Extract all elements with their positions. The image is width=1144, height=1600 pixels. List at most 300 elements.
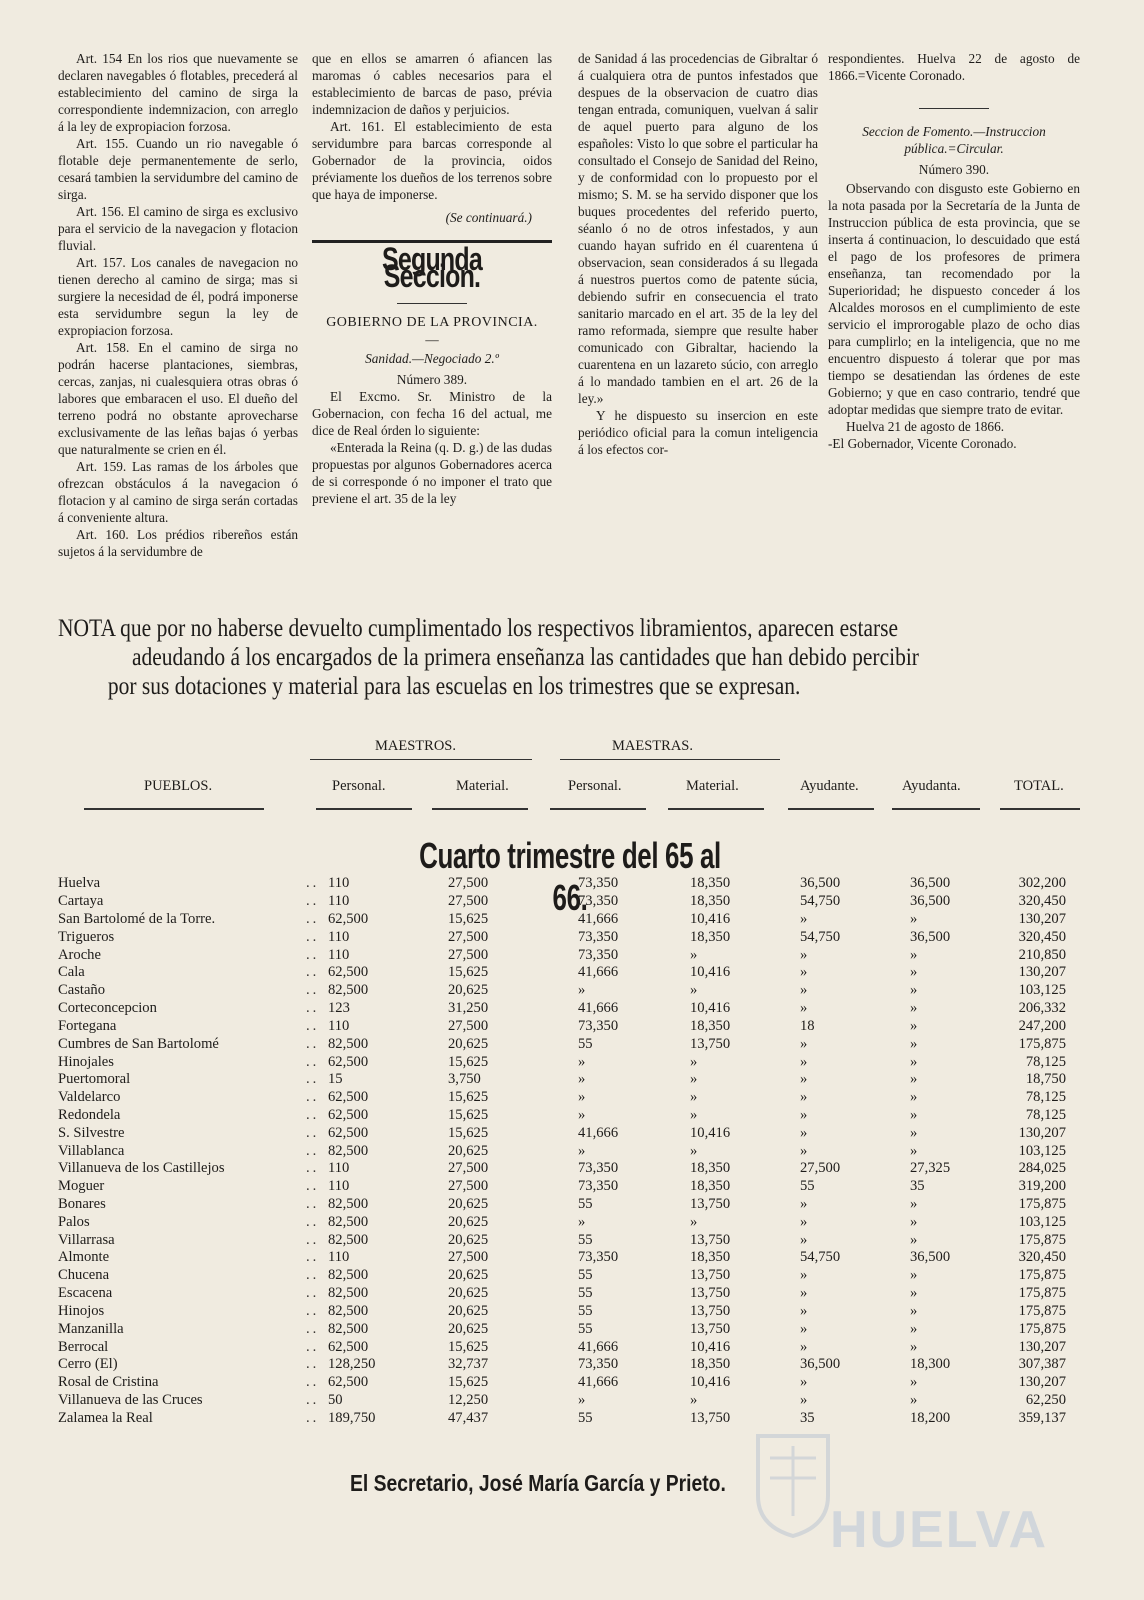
leader-dots: .. bbox=[306, 1338, 320, 1355]
total: 175,875 bbox=[1018, 1231, 1066, 1248]
maestras-personal: » bbox=[578, 1106, 586, 1123]
ayudante: » bbox=[800, 1000, 808, 1017]
total: 210,850 bbox=[1018, 946, 1066, 963]
table-row-almonte bbox=[58, 1249, 1066, 1267]
pueblo-name: Hinojales bbox=[58, 1053, 114, 1070]
maestros-personal: 82,500 bbox=[328, 1231, 369, 1248]
total: 175,875 bbox=[1018, 1196, 1066, 1213]
maestras-personal: 73,350 bbox=[578, 928, 619, 945]
maestras-material: 10,416 bbox=[690, 911, 731, 928]
fomento-heading: Seccion de Fomento.—Instruccion pública.=Circular. bbox=[862, 124, 1046, 156]
total: 130,207 bbox=[1018, 1374, 1066, 1391]
maestras-material: 13,750 bbox=[690, 1035, 731, 1052]
pueblo-name: Cerro (El) bbox=[58, 1356, 118, 1373]
maestras-material: 18,350 bbox=[690, 893, 731, 910]
table-row-puertomoral bbox=[58, 1071, 1066, 1089]
leader-dots: .. bbox=[306, 1231, 320, 1248]
maestros-material: 27,500 bbox=[448, 1160, 489, 1177]
total: 206,332 bbox=[1018, 1000, 1066, 1017]
maestros-material: 20,625 bbox=[448, 1231, 489, 1248]
ayudante: » bbox=[800, 1213, 808, 1230]
ayudante: 35 bbox=[800, 1409, 815, 1426]
total: 78,125 bbox=[1025, 1053, 1066, 1070]
total: 103,125 bbox=[1018, 982, 1066, 999]
header-rule-4 bbox=[668, 808, 764, 810]
table-row-corteconcepcion bbox=[58, 1000, 1066, 1018]
table-row-redondela bbox=[58, 1107, 1066, 1125]
section-title: Segunda Seccion. bbox=[382, 241, 482, 294]
maestros-material: 27,500 bbox=[448, 893, 489, 910]
pueblo-name: Cala bbox=[58, 964, 85, 981]
pueblo-name: San Bartolomé de la Torre. bbox=[58, 911, 216, 928]
leader-dots: .. bbox=[306, 928, 320, 945]
ayudanta: » bbox=[910, 1302, 918, 1319]
table-row-cartaya bbox=[58, 893, 1066, 911]
maestros-material: 12,250 bbox=[448, 1391, 489, 1408]
article-157: Art. 157. Los canales de navegacion no tienen derecho al camino de sirga; mas si surgiere la necesidad de él, podrá imponerse esta servidumbre segun la ley de expropiacion forzosa. bbox=[58, 255, 298, 338]
maestros-personal: 110 bbox=[328, 1160, 350, 1177]
ayudanta: » bbox=[910, 911, 918, 928]
ayudante: » bbox=[800, 1320, 808, 1337]
maestros-personal: 82,500 bbox=[328, 1035, 369, 1052]
column-4 bbox=[828, 50, 1080, 452]
ayudanta: » bbox=[910, 1000, 918, 1017]
maestras-personal: 55 bbox=[578, 1285, 593, 1302]
ayudanta: 36,500 bbox=[910, 928, 951, 945]
maestras-material: 10,416 bbox=[690, 1374, 731, 1391]
maestros-personal: 110 bbox=[328, 1017, 350, 1034]
leader-dots: .. bbox=[306, 1089, 320, 1106]
maestros-personal: 62,500 bbox=[328, 964, 369, 981]
leader-dots: .. bbox=[306, 1178, 320, 1195]
total: 18,750 bbox=[1025, 1071, 1066, 1088]
insertion-note: Y he dispuesto su insercion en este periódico oficial para la comun inteligencia á los efectos cor- bbox=[578, 408, 818, 457]
table-row-cala bbox=[58, 964, 1066, 982]
maestras-material: 13,750 bbox=[690, 1231, 731, 1248]
maestras-material: » bbox=[690, 982, 698, 999]
header-rule-3 bbox=[550, 808, 646, 810]
total: 103,125 bbox=[1018, 1213, 1066, 1230]
ayudanta: » bbox=[910, 1071, 918, 1088]
maestros-material: 15,625 bbox=[448, 1124, 489, 1141]
ayudanta: » bbox=[910, 1285, 918, 1302]
ayudanta: » bbox=[910, 964, 918, 981]
table-row-hinojales bbox=[58, 1053, 1066, 1071]
column-1 bbox=[58, 50, 298, 560]
ayudante: 54,750 bbox=[800, 893, 841, 910]
maestras-personal: » bbox=[578, 1053, 586, 1070]
maestros-personal: 110 bbox=[328, 1178, 350, 1195]
maestras-personal: » bbox=[578, 1071, 586, 1088]
ayudante: 54,750 bbox=[800, 928, 841, 945]
maestras-material: 10,416 bbox=[690, 964, 731, 981]
maestros-material: 47,437 bbox=[448, 1409, 489, 1426]
maestras-personal: 55 bbox=[578, 1196, 593, 1213]
leader-dots: .. bbox=[306, 1320, 320, 1337]
article-160-cont: que en ellos se amarren ó afiancen las maromas ó cables necesarios para el establecimiento de barcas de paso, prévia indemnizacion de daños y perjuicios. bbox=[312, 51, 552, 117]
maestras-personal: 41,666 bbox=[578, 1338, 619, 1355]
maestros-material: 20,625 bbox=[448, 1320, 489, 1337]
maestras-material: 13,750 bbox=[690, 1409, 731, 1426]
pueblo-name: Castaño bbox=[58, 982, 106, 999]
leader-dots: .. bbox=[306, 1391, 320, 1408]
header-maestros-personal: Personal. bbox=[332, 778, 386, 794]
article-161: Art. 161. El establecimiento de esta servidumbre para barcas corresponde al Gobernador de la provincia, oidos préviamente los dueños de los terrenos sobre que haya de imponerse. bbox=[312, 119, 552, 202]
numero-389: Número 389. bbox=[396, 372, 468, 387]
table-row-villablanca bbox=[58, 1142, 1066, 1160]
table-row-cerro-el bbox=[58, 1356, 1066, 1374]
table-row-villarrasa bbox=[58, 1231, 1066, 1249]
header-rule-6 bbox=[892, 808, 980, 810]
header-rule-pueblos bbox=[84, 808, 264, 810]
trimestre-heading: Cuarto trimestre del 65 al 66. bbox=[419, 835, 721, 918]
maestros-personal: 62,500 bbox=[328, 1089, 369, 1106]
ayudante: » bbox=[800, 1391, 808, 1408]
numero-390: Número 390. bbox=[918, 162, 990, 177]
ayudante: » bbox=[800, 1106, 808, 1123]
maestras-personal: 55 bbox=[578, 1320, 593, 1337]
ayudanta: » bbox=[910, 1142, 918, 1159]
table-row-huelva bbox=[58, 875, 1066, 893]
total: 130,207 bbox=[1018, 911, 1066, 928]
group-maestras-rule bbox=[560, 759, 780, 760]
maestros-personal: 110 bbox=[328, 875, 350, 892]
nota-line-1: NOTA que por no haberse devuelto cumplimentado los respectivos libramientos, aparecen estarse bbox=[58, 615, 899, 642]
maestras-personal: 73,350 bbox=[578, 1017, 619, 1034]
pueblo-name: Cartaya bbox=[58, 893, 104, 910]
maestros-personal: 82,500 bbox=[328, 982, 369, 999]
maestras-personal: 55 bbox=[578, 1231, 593, 1248]
maestros-personal: 62,500 bbox=[328, 1338, 369, 1355]
ayudanta: » bbox=[910, 1053, 918, 1070]
ayudante: » bbox=[800, 1302, 808, 1319]
pueblo-name: Berrocal bbox=[58, 1338, 109, 1355]
table-row-escacena bbox=[58, 1285, 1066, 1303]
pueblo-name: Huelva bbox=[58, 875, 101, 892]
pueblo-name: Bonares bbox=[58, 1196, 106, 1213]
header-rule-1 bbox=[316, 808, 412, 810]
leader-dots: .. bbox=[306, 1249, 320, 1266]
maestras-personal: 73,350 bbox=[578, 1160, 619, 1177]
ayudanta: » bbox=[910, 1035, 918, 1052]
circular-signature: -El Gobernador, Vicente Coronado. bbox=[828, 436, 1017, 451]
pueblo-name: Redondela bbox=[58, 1106, 121, 1123]
table-row-trigueros bbox=[58, 928, 1066, 946]
ayudanta: » bbox=[910, 1124, 918, 1141]
maestros-personal: 123 bbox=[328, 1000, 350, 1017]
maestras-material: » bbox=[690, 1071, 698, 1088]
leader-dots: .. bbox=[306, 1213, 320, 1230]
total: 302,200 bbox=[1018, 875, 1066, 892]
ayudanta: » bbox=[910, 1231, 918, 1248]
maestros-personal: 62,500 bbox=[328, 911, 369, 928]
table-row-villanueva-de-las-cruces bbox=[58, 1392, 1066, 1410]
maestros-material: 32,737 bbox=[448, 1356, 489, 1373]
decree-continuation: de Sanidad á las procedencias de Gibraltar ó á cualquiera otra de puntos infestados que despues de la observacion de cuatro dias tengan entrada, comuniquen, vuelvan á salir de aquel puerto para alguno de los españoles: Visto lo que sobre el particular ha consultado el Consejo de Sanidad del Reino, y de conformidad con lo propuesto por el mismo; S. M. se ha servido disponer que los buques procedentes del referido puerto, séanlo ó no de otros infestados, y aun cuando hayan sufrido en él cuarentena ú observacion, sean considerados á su llegada á nuestros puertos como de patente súcia, debiendo sufrir en consecuencia el trato sanitario marcado en el art. 35 de la ley del ramo reformada, siempre que resulte haber comunicado con Gibraltar, haciendo la cuarentena en un lazareto súcio, con arreglo á lo mandado tambien en el art. 26 de la ley.» bbox=[578, 51, 818, 406]
sanidad-heading: Sanidad.—Negociado 2.º bbox=[365, 351, 499, 366]
maestros-material: 15,625 bbox=[448, 1053, 489, 1070]
maestros-material: 31,250 bbox=[448, 1000, 489, 1017]
maestros-personal: 110 bbox=[328, 946, 350, 963]
maestros-personal: 82,500 bbox=[328, 1302, 369, 1319]
leader-dots: .. bbox=[306, 1356, 320, 1373]
leader-dots: .. bbox=[306, 893, 320, 910]
ayudante: 55 bbox=[800, 1178, 815, 1195]
maestros-personal: 110 bbox=[328, 893, 350, 910]
decree-quote: «Enterada la Reina (q. D. g.) de las dudas propuestas por algunos Gobernadores acerca de si corresponde ó no imponer el trato que previene el art. 35 de la ley bbox=[312, 440, 552, 506]
leader-dots: .. bbox=[306, 1285, 320, 1302]
ayudante: » bbox=[800, 1142, 808, 1159]
pueblo-name: Zalamea la Real bbox=[58, 1409, 153, 1426]
maestros-personal: 62,500 bbox=[328, 1124, 369, 1141]
maestras-personal: 55 bbox=[578, 1035, 593, 1052]
nota-heading bbox=[58, 614, 1081, 701]
maestras-personal: » bbox=[578, 1213, 586, 1230]
maestros-material: 27,500 bbox=[448, 1017, 489, 1034]
nota-line-2: adeudando á los encargados de la primera enseñanza las cantidades que han debido percibir bbox=[131, 644, 919, 671]
pueblo-name: Manzanilla bbox=[58, 1320, 124, 1337]
total: 130,207 bbox=[1018, 1124, 1066, 1141]
maestras-personal: » bbox=[578, 1089, 586, 1106]
maestros-personal: 110 bbox=[328, 1249, 350, 1266]
pueblo-name: Hinojos bbox=[58, 1302, 105, 1319]
ayudante: » bbox=[800, 1053, 808, 1070]
ayudante: » bbox=[800, 1124, 808, 1141]
table-row-cumbres-de-san-bartolome bbox=[58, 1035, 1066, 1053]
leader-dots: .. bbox=[306, 982, 320, 999]
maestros-material: 20,625 bbox=[448, 1285, 489, 1302]
leader-dots: .. bbox=[306, 1142, 320, 1159]
maestros-material: 15,625 bbox=[448, 1338, 489, 1355]
pueblo-name: Escacena bbox=[58, 1285, 113, 1302]
ayudante: 18 bbox=[800, 1017, 815, 1034]
column-3 bbox=[578, 50, 818, 458]
table-row-chucena bbox=[58, 1267, 1066, 1285]
total: 320,450 bbox=[1018, 893, 1066, 910]
table-row-bonares bbox=[58, 1196, 1066, 1214]
total: 175,875 bbox=[1018, 1267, 1066, 1284]
leader-dots: .. bbox=[306, 1017, 320, 1034]
pueblo-name: Rosal de Cristina bbox=[58, 1374, 159, 1391]
header-total: TOTAL. bbox=[1014, 778, 1064, 794]
header-rule-2 bbox=[432, 808, 528, 810]
maestros-material: 27,500 bbox=[448, 946, 489, 963]
maestras-material: 18,350 bbox=[690, 1249, 731, 1266]
table-row-aroche bbox=[58, 946, 1066, 964]
ayudante: » bbox=[800, 1285, 808, 1302]
leader-dots: .. bbox=[306, 1160, 320, 1177]
pueblo-name: Valdelarco bbox=[58, 1089, 121, 1106]
table-row-moguer bbox=[58, 1178, 1066, 1196]
maestras-personal: 73,350 bbox=[578, 946, 619, 963]
maestros-material: 15,625 bbox=[448, 964, 489, 981]
maestros-material: 27,500 bbox=[448, 928, 489, 945]
total: 307,387 bbox=[1018, 1356, 1066, 1373]
ayudanta: » bbox=[910, 946, 918, 963]
gobierno-heading: GOBIERNO DE LA PROVINCIA. bbox=[326, 315, 538, 330]
table-row-zalamea-la-real bbox=[58, 1409, 1066, 1427]
pueblo-name: Villanueva de las Cruces bbox=[58, 1391, 203, 1408]
decree-intro: El Excmo. Sr. Ministro de la Gobernacion, con fecha 16 del actual, me dice de Real órden lo siguiente: bbox=[312, 389, 552, 438]
leader-dots: .. bbox=[306, 1124, 320, 1141]
header-maestras-material: Material. bbox=[686, 778, 739, 794]
ayudanta: » bbox=[910, 1089, 918, 1106]
circular-body: Observando con disgusto este Gobierno en la nota pasada por la Secretaría de la Junta de Instruccion pública de esta provincia, que se inserta á continuacion, lo descuidado que está el pago de los profesores de primera enseñanza, tan recomendado por la Superioridad; he dispuesto conceder á los Alcaldes morosos en el cumplimiento de este servicio el improrogable plazo de ocho dias para cumplirlo; en la inteligencia, que no me encuentro dispuesto á tolerar que por mas tiempo se desatiendan las órdenes de este Gobierno; y que en caso contrario, tendré que adoptar medidas que siempre trato de evitar. bbox=[828, 181, 1080, 417]
col4-top: respondientes. Huelva 22 de agosto de 1866.=Vicente Coronado. bbox=[828, 51, 1080, 83]
maestros-material: 20,625 bbox=[448, 1196, 489, 1213]
pueblo-name: S. Silvestre bbox=[58, 1124, 125, 1141]
header-ayudanta: Ayudanta. bbox=[902, 778, 961, 794]
maestros-material: 27,500 bbox=[448, 875, 489, 892]
pueblo-name: Chucena bbox=[58, 1267, 110, 1284]
maestros-personal: 62,500 bbox=[328, 1374, 369, 1391]
leader-dots: .. bbox=[306, 1374, 320, 1391]
article-160: Art. 160. Los prédios ribereños están sujetos á la servidumbre de bbox=[58, 527, 298, 559]
maestras-personal: 41,666 bbox=[578, 911, 619, 928]
maestras-personal: 55 bbox=[578, 1302, 593, 1319]
maestras-material: » bbox=[690, 1106, 698, 1123]
maestras-material: 18,350 bbox=[690, 1178, 731, 1195]
ayudante: » bbox=[800, 1196, 808, 1213]
pueblo-name: Puertomoral bbox=[58, 1071, 131, 1088]
pueblo-name: Villarrasa bbox=[58, 1231, 115, 1248]
maestras-material: 18,350 bbox=[690, 1160, 731, 1177]
pueblo-name: Corteconcepcion bbox=[58, 1000, 157, 1017]
maestras-material: 13,750 bbox=[690, 1285, 731, 1302]
maestros-material: 15,625 bbox=[448, 1089, 489, 1106]
maestros-personal: 189,750 bbox=[328, 1409, 376, 1426]
header-ayudante: Ayudante. bbox=[800, 778, 859, 794]
maestras-material: 18,350 bbox=[690, 1356, 731, 1373]
maestras-personal: 41,666 bbox=[578, 1124, 619, 1141]
ayudante: » bbox=[800, 1338, 808, 1355]
total: 319,200 bbox=[1018, 1178, 1066, 1195]
circular-date: Huelva 21 de agosto de 1866. bbox=[846, 419, 1005, 434]
maestros-personal: 62,500 bbox=[328, 1053, 369, 1070]
col4-rule bbox=[828, 96, 1080, 113]
ayudante: 36,500 bbox=[800, 875, 841, 892]
maestros-material: 20,625 bbox=[448, 1142, 489, 1159]
ayudante: » bbox=[800, 1035, 808, 1052]
maestros-personal: 82,500 bbox=[328, 1196, 369, 1213]
maestras-personal: 55 bbox=[578, 1409, 593, 1426]
leader-dots: .. bbox=[306, 1106, 320, 1123]
leader-dots: .. bbox=[306, 1196, 320, 1213]
group-maestros: MAESTROS. bbox=[375, 738, 456, 754]
maestros-personal: 82,500 bbox=[328, 1285, 369, 1302]
header-pueblos: PUEBLOS. bbox=[144, 778, 213, 794]
pueblo-name: Villablanca bbox=[58, 1142, 125, 1159]
ayudanta: » bbox=[910, 1338, 918, 1355]
leader-dots: .. bbox=[306, 946, 320, 963]
maestras-personal: 41,666 bbox=[578, 1374, 619, 1391]
total: 320,450 bbox=[1018, 928, 1066, 945]
maestros-material: 15,625 bbox=[448, 911, 489, 928]
ayudanta: 27,325 bbox=[910, 1160, 951, 1177]
total: 78,125 bbox=[1025, 1106, 1066, 1123]
table-row-villanueva-de-los-castillejos bbox=[58, 1160, 1066, 1178]
ayudante: » bbox=[800, 982, 808, 999]
maestras-material: 13,750 bbox=[690, 1267, 731, 1284]
payments-table bbox=[58, 875, 1066, 1427]
header-rule-5 bbox=[788, 808, 874, 810]
article-154: Art. 154 En los rios que nuevamente se declaren navegables ó flotables, precederá al establecimiento del camino de sirga la correspondiente indemnizacion, con arreglo á la ley de expropiacion forzosa. bbox=[58, 51, 298, 134]
header-maestras-personal: Personal. bbox=[568, 778, 622, 794]
ayudante: » bbox=[800, 1071, 808, 1088]
ayudanta: 36,500 bbox=[910, 1249, 951, 1266]
ayudanta: » bbox=[910, 1106, 918, 1123]
table-row-rosal-de-cristina bbox=[58, 1374, 1066, 1392]
table-row-hinojos bbox=[58, 1303, 1066, 1321]
maestras-material: » bbox=[690, 1142, 698, 1159]
article-158: Art. 158. En el camino de sirga no podrán hacerse plantaciones, siembras, cercas, zanjas, ni cualesquiera otras obras ó labores que embaracen el uso. El dueño del terreno podrá no obstante aprovecharse exclusivamente de las leñas bajas ó yerbas que naturalmente se crien en él. bbox=[58, 340, 298, 457]
pueblo-name: Fortegana bbox=[58, 1017, 117, 1034]
ayudante: » bbox=[800, 1231, 808, 1248]
ayudante: » bbox=[800, 946, 808, 963]
maestras-personal: » bbox=[578, 1142, 586, 1159]
maestras-material: 13,750 bbox=[690, 1196, 731, 1213]
table-row-fortegana bbox=[58, 1018, 1066, 1036]
maestros-personal: 82,500 bbox=[328, 1142, 369, 1159]
article-156: Art. 156. El camino de sirga es exclusivo para el servicio de la navegacion y flotacion fluvial. bbox=[58, 204, 298, 253]
ayudanta: » bbox=[910, 1267, 918, 1284]
leader-dots: .. bbox=[306, 875, 320, 892]
maestros-personal: 82,500 bbox=[328, 1320, 369, 1337]
ayudanta: 18,200 bbox=[910, 1409, 951, 1426]
total: 284,025 bbox=[1018, 1160, 1066, 1177]
leader-dots: .. bbox=[306, 1267, 320, 1284]
table-row-castano bbox=[58, 982, 1066, 1000]
maestros-personal: 110 bbox=[328, 928, 350, 945]
maestras-material: » bbox=[690, 1089, 698, 1106]
ayudanta: » bbox=[910, 1391, 918, 1408]
pueblo-name: Moguer bbox=[58, 1178, 105, 1195]
total: 320,450 bbox=[1018, 1249, 1066, 1266]
maestras-material: 10,416 bbox=[690, 1124, 731, 1141]
leader-dots: .. bbox=[306, 1000, 320, 1017]
maestros-personal: 50 bbox=[328, 1391, 343, 1408]
secretary-signature: El Secretario, José María García y Prieto. bbox=[350, 1470, 726, 1496]
leader-dots: .. bbox=[306, 1302, 320, 1319]
table-row-valdelarco bbox=[58, 1089, 1066, 1107]
table-row-s-silvestre bbox=[58, 1124, 1066, 1142]
ayudanta: 36,500 bbox=[910, 875, 951, 892]
total: 247,200 bbox=[1018, 1017, 1066, 1034]
maestras-material: 13,750 bbox=[690, 1320, 731, 1337]
group-maestros-rule bbox=[310, 759, 532, 760]
maestras-material: » bbox=[690, 946, 698, 963]
maestros-personal: 15 bbox=[328, 1071, 343, 1088]
maestros-personal: 82,500 bbox=[328, 1213, 369, 1230]
total: 175,875 bbox=[1018, 1320, 1066, 1337]
ayudante: 27,500 bbox=[800, 1160, 841, 1177]
maestros-personal: 62,500 bbox=[328, 1106, 369, 1123]
total: 175,875 bbox=[1018, 1035, 1066, 1052]
total: 130,207 bbox=[1018, 964, 1066, 981]
ayudanta: » bbox=[910, 1017, 918, 1034]
ayudante: » bbox=[800, 1374, 808, 1391]
pueblo-name: Villanueva de los Castillejos bbox=[58, 1160, 225, 1177]
maestras-personal: » bbox=[578, 982, 586, 999]
maestros-personal: 128,250 bbox=[328, 1356, 376, 1373]
maestros-material: 27,500 bbox=[448, 1178, 489, 1195]
ayudanta: » bbox=[910, 1374, 918, 1391]
maestros-material: 15,625 bbox=[448, 1106, 489, 1123]
ayudante: » bbox=[800, 1267, 808, 1284]
ayudante: » bbox=[800, 1089, 808, 1106]
watermark-huelva: HUELVA bbox=[830, 1501, 1049, 1559]
maestras-material: 18,350 bbox=[690, 1017, 731, 1034]
